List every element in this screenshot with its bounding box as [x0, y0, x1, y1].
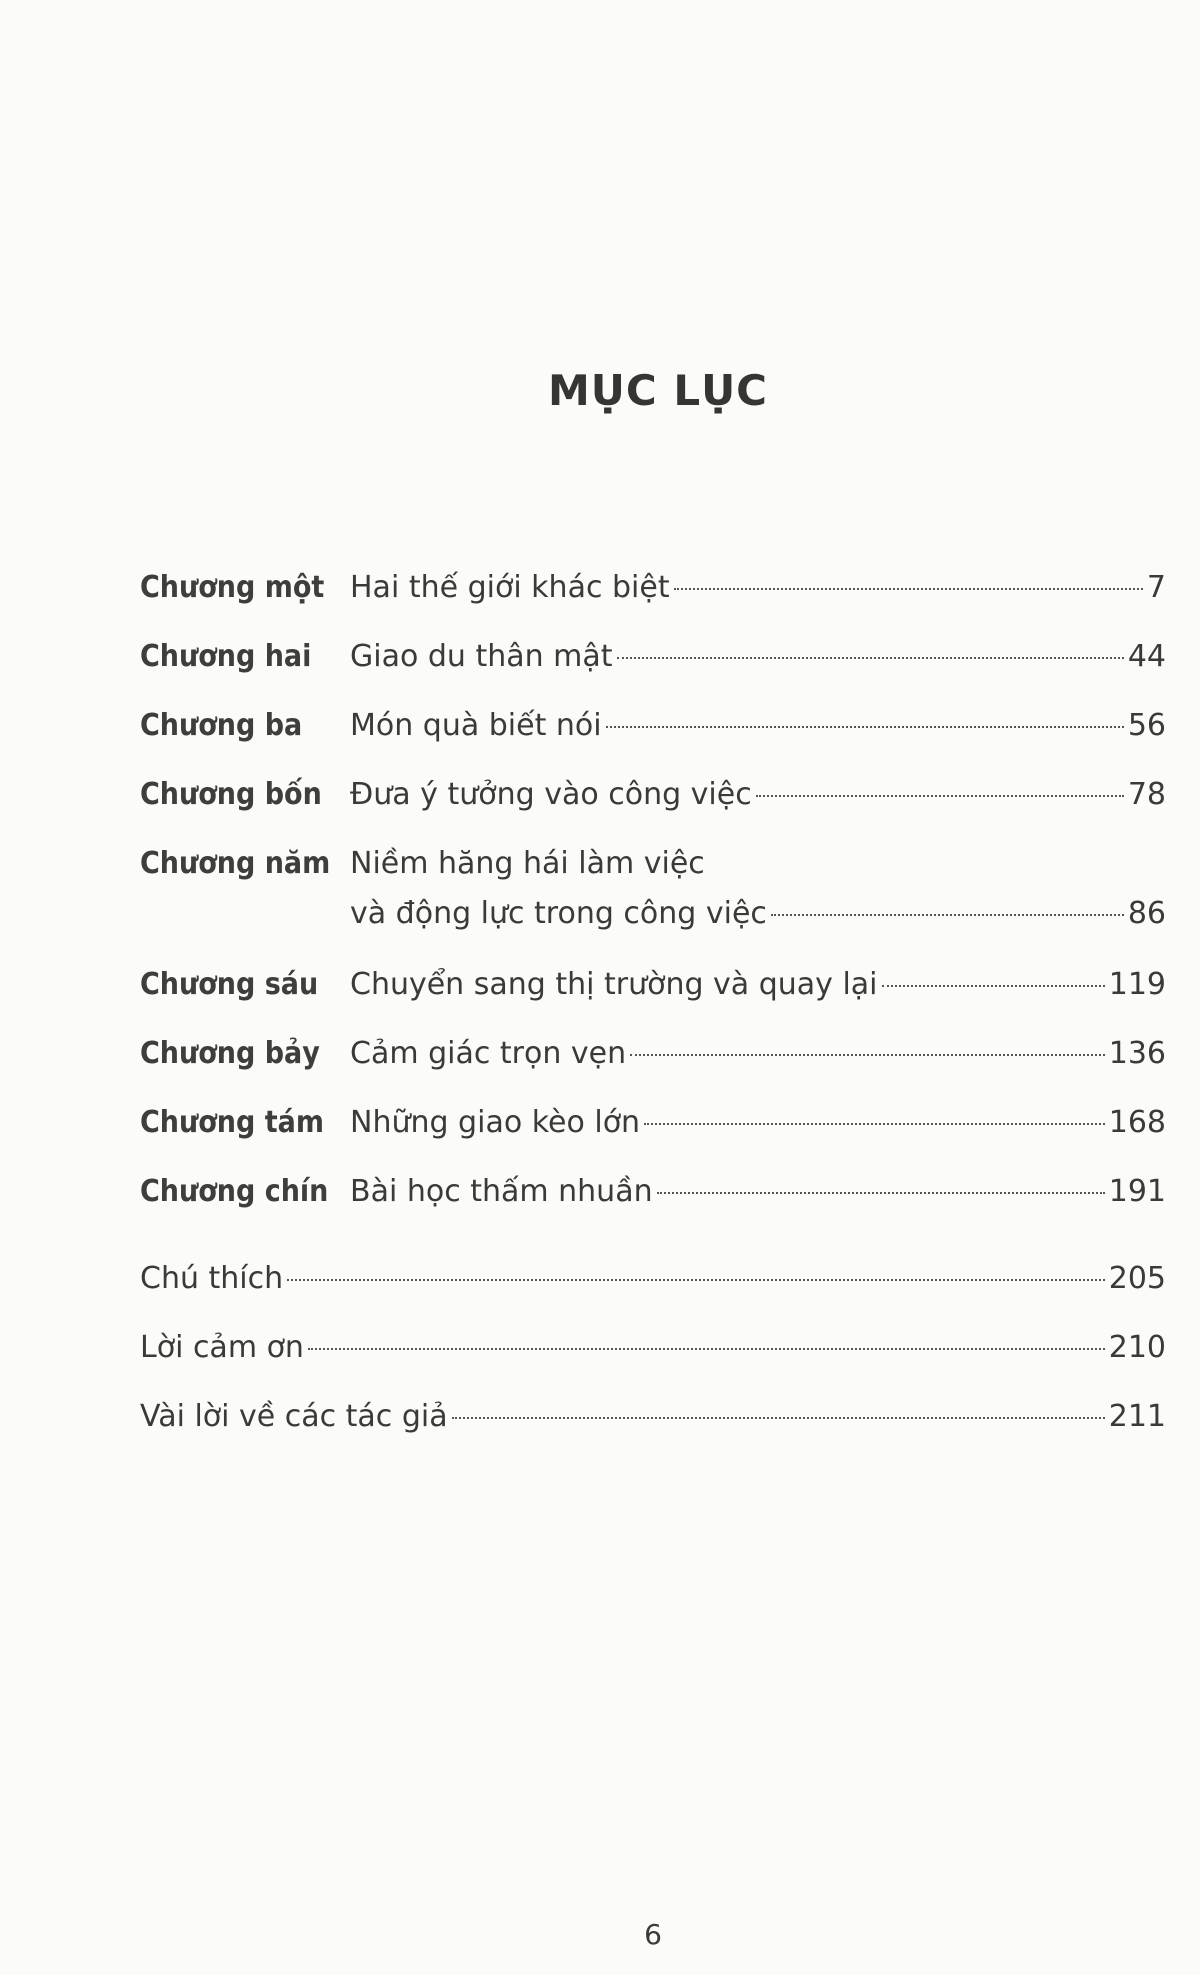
- leader-dots: [674, 588, 1143, 590]
- leader-dots: [452, 1417, 1105, 1419]
- entry-title: Vài lời về các tác giả: [140, 1399, 448, 1434]
- chapter-entry: [350, 632, 1166, 682]
- chapter-title: Bài học thấm nhuần: [350, 1174, 653, 1209]
- chapter-entry: [350, 1098, 1166, 1148]
- entry-title: Chú thích: [140, 1261, 284, 1296]
- chapter-label: Chương hai: [140, 639, 312, 674]
- leader-dots: [617, 657, 1124, 659]
- chapter-page: 168: [1108, 1105, 1166, 1140]
- leader-dots: [606, 726, 1124, 728]
- chapter-page: 136: [1108, 1036, 1166, 1071]
- chapter-page: 56: [1127, 708, 1166, 743]
- table-of-contents: [140, 563, 1166, 1236]
- entry-page: 205: [1108, 1261, 1166, 1296]
- entry-title: Lời cảm ơn: [140, 1330, 304, 1365]
- chapter-title: Đưa ý tưởng vào công việc: [350, 777, 752, 812]
- chapter-label: Chương sáu: [140, 967, 319, 1002]
- toc-row-chapter-3: [140, 701, 1166, 770]
- chapter-page: 78: [1127, 777, 1166, 812]
- toc-row-acknowledgements: [140, 1323, 1166, 1392]
- chapter-title: Hai thế giới khác biệt: [350, 570, 670, 605]
- chapter-title: Món quà biết nói: [350, 708, 602, 743]
- leader-dots: [756, 795, 1124, 797]
- leader-dots: [630, 1054, 1105, 1056]
- leader-dots: [771, 914, 1124, 916]
- chapter-page: 86: [1127, 896, 1166, 931]
- chapter-entry-line-2: [350, 889, 1166, 939]
- chapter-title-line-2: và động lực trong công việc: [350, 896, 767, 931]
- chapter-label: Chương năm: [140, 846, 331, 881]
- toc-row-chapter-7: [140, 1029, 1166, 1098]
- chapter-title-line-1: Niềm hăng hái làm việc: [350, 846, 705, 881]
- toc-row-about-authors: [140, 1392, 1166, 1461]
- chapter-label: Chương tám: [140, 1105, 324, 1140]
- toc-row-chapter-5: [140, 839, 1166, 960]
- chapter-title: Những giao kèo lớn: [350, 1105, 641, 1140]
- page-number: 6: [644, 1918, 662, 1951]
- chapter-entry: [350, 1167, 1166, 1217]
- toc-row-chapter-1: [140, 563, 1166, 632]
- chapter-entry: [350, 839, 1166, 939]
- chapter-title: Chuyển sang thị trường và quay lại: [350, 967, 878, 1002]
- chapter-page: 7: [1146, 570, 1166, 605]
- chapter-entry: [350, 770, 1166, 820]
- chapter-label: Chương bảy: [140, 1036, 320, 1071]
- chapter-title: Cảm giác trọn vẹn: [350, 1036, 627, 1071]
- toc-row-notes: [140, 1254, 1166, 1323]
- toc-row-chapter-9: [140, 1167, 1166, 1236]
- chapter-label: Chương một: [140, 570, 325, 605]
- chapter-entry: [350, 563, 1166, 613]
- toc-row-chapter-6: [140, 960, 1166, 1029]
- leader-dots: [287, 1279, 1105, 1281]
- toc-row-chapter-2: [140, 632, 1166, 701]
- chapter-title: Giao du thân mật: [350, 639, 613, 674]
- chapter-entry: [350, 1029, 1166, 1079]
- page-title: MỤC LỤC: [547, 366, 769, 415]
- entry-page: 211: [1108, 1399, 1166, 1434]
- chapter-page: 119: [1108, 967, 1166, 1002]
- toc-row-chapter-8: [140, 1098, 1166, 1167]
- entry-page: 210: [1108, 1330, 1166, 1365]
- chapter-entry: [350, 701, 1166, 751]
- leader-dots: [657, 1192, 1105, 1194]
- chapter-entry: [350, 960, 1166, 1010]
- chapter-label: Chương chín: [140, 1174, 329, 1209]
- toc-row-chapter-4: [140, 770, 1166, 839]
- chapter-page: 44: [1127, 639, 1166, 674]
- chapter-label: Chương ba: [140, 708, 303, 743]
- chapter-label: Chương bốn: [140, 777, 322, 812]
- leader-dots: [882, 985, 1105, 987]
- leader-dots: [644, 1123, 1105, 1125]
- chapter-page: 191: [1108, 1174, 1166, 1209]
- leader-dots: [308, 1348, 1105, 1350]
- back-matter-list: [140, 1254, 1166, 1461]
